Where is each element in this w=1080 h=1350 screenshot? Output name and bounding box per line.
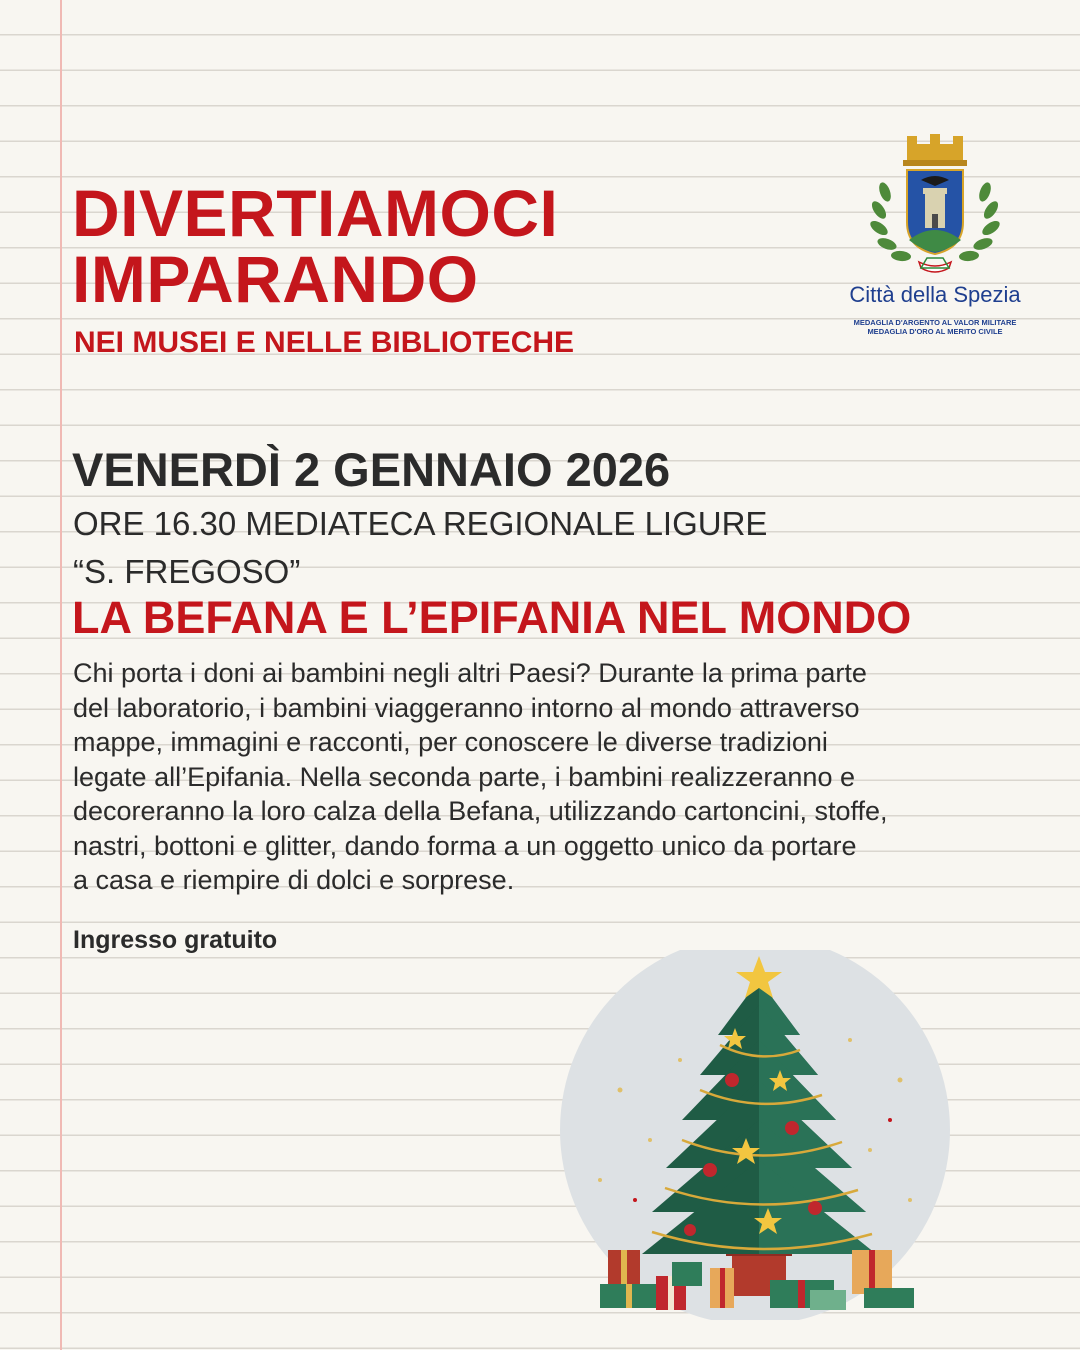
page-subtitle: NEI MUSEI E NELLE BIBLIOTECHE	[74, 326, 575, 359]
description-line: nastri, bottoni e glitter, dando forma a un oggetto unico da portare	[73, 830, 857, 861]
christmas-tree-icon	[560, 950, 960, 1320]
venue-line-1: ORE 16.30 MEDIATECA REGIONALE LIGURE	[73, 505, 768, 542]
city-logo	[845, 130, 1025, 350]
description-line: Chi porta i doni ai bambini negli altri Paesi? Durante la prima parte	[73, 658, 867, 688]
city-name: Città della Spezia	[849, 282, 1021, 307]
entry-info: Ingresso gratuito	[73, 926, 278, 954]
event-description	[73, 656, 1033, 898]
description-line: mappe, immagini e racconti, per conoscere le diverse tradizioni	[73, 727, 828, 757]
title-line-1: DIVERTIAMOCI	[72, 176, 559, 250]
medal-line-1: MEDAGLIA D'ARGENTO AL VALOR MILITARE	[853, 318, 1017, 327]
description-line: decoreranno la loro calza della Befana, utilizzando cartoncini, stoffe,	[73, 796, 888, 826]
event-venue	[73, 500, 767, 596]
coat-of-arms-icon	[845, 130, 1025, 280]
page-title	[72, 176, 559, 316]
christmas-tree-illustration	[560, 950, 960, 1325]
notebook-margin-line	[60, 0, 62, 1350]
event-title: LA BEFANA E L’EPIFANIA NEL MONDO	[72, 592, 912, 643]
description-line: a casa e riempire di dolci e sorprese.	[73, 865, 515, 895]
event-date: VENERDÌ 2 GENNAIO 2026	[72, 443, 671, 496]
venue-line-2: “S. FREGOSO”	[73, 553, 301, 590]
title-line-2: IMPARANDO	[72, 242, 479, 316]
description-line: legate all’Epifania. Nella seconda parte, i bambini realizzeranno e	[73, 761, 855, 792]
medal-line-2: MEDAGLIA D'ORO AL MERITO CIVILE	[867, 327, 1003, 336]
description-line: del laboratorio, i bambini viaggeranno intorno al mondo attraverso	[73, 692, 860, 723]
